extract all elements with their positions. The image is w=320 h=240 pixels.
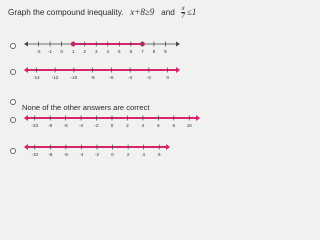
tick-label: 1 xyxy=(71,49,75,54)
tick-label: -10 xyxy=(70,75,78,80)
prompt-text: Graph the compound inequality. xyxy=(8,8,124,17)
tick-label: 0 xyxy=(166,75,169,80)
tick-label: -10 xyxy=(31,152,39,157)
tick-label: 4 xyxy=(142,152,145,157)
tick-label: -1 xyxy=(48,49,53,54)
inequality-2-relation: ≤1 xyxy=(186,7,197,17)
tick-label: -6 xyxy=(109,75,114,80)
tick-label: 0 xyxy=(60,49,63,54)
option-d-number-line xyxy=(22,112,202,132)
tick-label: 4 xyxy=(106,49,110,54)
option-c-radio[interactable] xyxy=(10,99,16,105)
tick-label: 3 xyxy=(94,49,98,54)
axis-arrow-left-icon xyxy=(24,42,28,47)
tick-label: -4 xyxy=(79,123,84,128)
option-c-label: None of the other answers are correct xyxy=(22,103,150,112)
tick-label: 0 xyxy=(111,152,114,157)
tick-label: -14 xyxy=(33,75,40,80)
option-b-radio[interactable] xyxy=(10,69,16,75)
tick-label: 0 xyxy=(110,123,114,128)
tick-label: 2 xyxy=(126,123,129,128)
tick-label: -2 xyxy=(36,49,41,54)
tick-label: -6 xyxy=(63,123,68,128)
tick-label: 4 xyxy=(141,123,145,128)
connector-text: and xyxy=(161,8,175,17)
tick-label: 8 xyxy=(152,49,156,54)
option-d-radio[interactable] xyxy=(10,117,16,123)
option-a-number-line xyxy=(22,38,182,58)
shaded-arrow-left-icon xyxy=(24,115,28,121)
shaded-arrow-right-icon xyxy=(196,115,200,121)
inequality-1: x+8≥9 xyxy=(130,7,155,17)
tick-label: -8 xyxy=(90,75,95,80)
question-prompt xyxy=(8,3,228,21)
tick-label: 9 xyxy=(164,49,167,54)
tick-label: -4 xyxy=(79,152,84,157)
option-b-number-line xyxy=(22,64,182,84)
shaded-arrow-left-icon xyxy=(24,67,28,73)
fraction-numerator: x xyxy=(181,4,185,13)
tick-label: 7 xyxy=(141,49,144,54)
tick-label: 2 xyxy=(126,152,130,157)
tick-label: -6 xyxy=(63,152,68,157)
tick-label: -2 xyxy=(94,152,100,157)
option-a-radio[interactable] xyxy=(10,43,16,49)
tick-label: -12 xyxy=(51,75,59,80)
shaded-arrow-right-icon xyxy=(176,67,180,73)
shaded-arrow-right-icon xyxy=(166,144,170,150)
option-e-radio[interactable] xyxy=(10,148,16,154)
tick-label: 2 xyxy=(83,49,86,54)
shaded-arrow-left-icon xyxy=(24,144,28,150)
axis-arrow-right-icon xyxy=(176,42,180,47)
option-e-number-line xyxy=(22,141,172,161)
tick-label: 5 xyxy=(118,49,121,54)
tick-label: -10 xyxy=(31,123,39,128)
tick-label: -2 xyxy=(146,75,151,80)
inequality-2-fraction xyxy=(181,5,185,20)
tick-label: 8 xyxy=(172,123,176,128)
fraction-denominator: 7 xyxy=(181,12,185,21)
tick-label: -2 xyxy=(94,123,99,128)
tick-label: 10 xyxy=(186,123,192,128)
tick-label: 6 xyxy=(157,123,160,128)
tick-label: -8 xyxy=(48,123,53,128)
tick-label: -4 xyxy=(128,75,133,80)
tick-label: -8 xyxy=(48,152,53,157)
tick-label: 6 xyxy=(129,49,133,54)
tick-label: 6 xyxy=(157,152,161,157)
